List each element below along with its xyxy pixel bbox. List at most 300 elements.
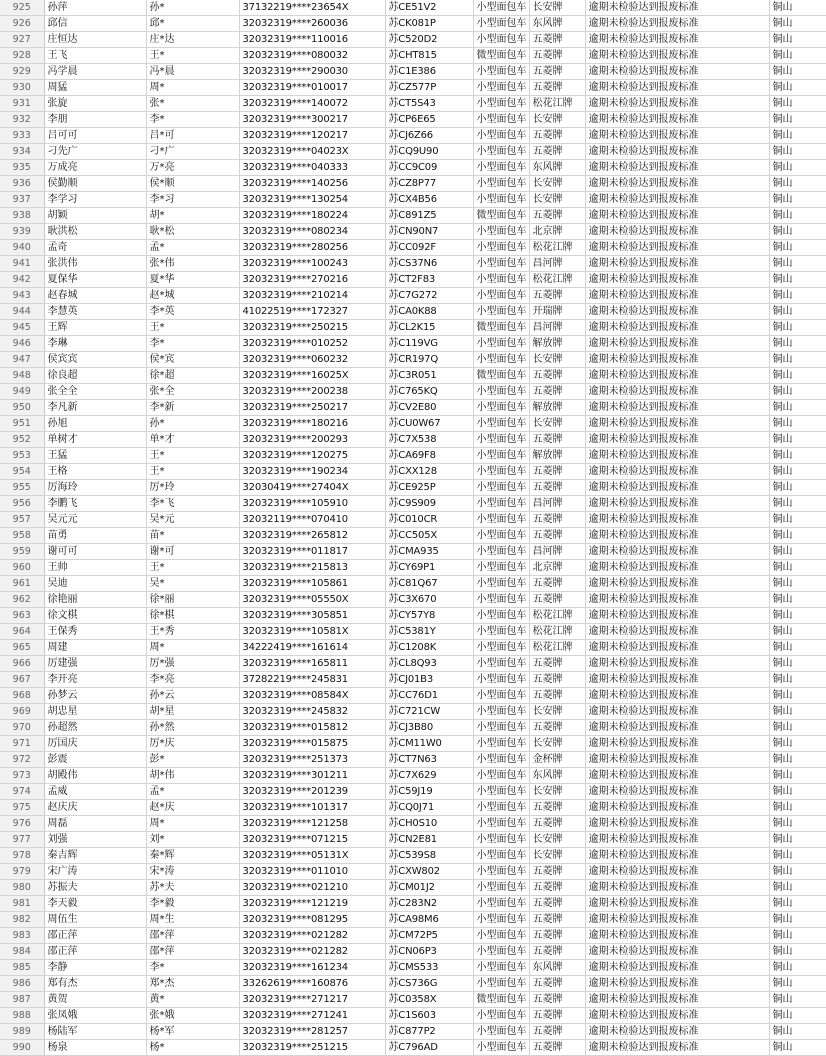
reason-cell[interactable]: 逾期未检验达到报废标准 <box>585 528 769 544</box>
id-number-cell[interactable]: 32032319****105910 <box>239 496 385 512</box>
reason-cell[interactable]: 逾期未检验达到报废标准 <box>585 944 769 960</box>
masked-name-cell[interactable]: 胡* <box>146 208 239 224</box>
reason-cell[interactable]: 逾期未检验达到报废标准 <box>585 256 769 272</box>
owner-name-cell[interactable]: 万成亮 <box>44 160 146 176</box>
vehicle-type-cell[interactable]: 小型面包车 <box>473 976 529 992</box>
id-number-cell[interactable]: 34222419****161614 <box>239 640 385 656</box>
area-cell[interactable]: 铜山 <box>769 864 826 880</box>
area-cell[interactable]: 铜山 <box>769 608 826 624</box>
area-cell[interactable]: 铜山 <box>769 224 826 240</box>
id-number-cell[interactable]: 32032319****200238 <box>239 384 385 400</box>
id-number-cell[interactable]: 32032319****16025X <box>239 368 385 384</box>
plate-number-cell[interactable]: 苏C1S603 <box>385 1008 473 1024</box>
masked-name-cell[interactable]: 李* <box>146 112 239 128</box>
masked-name-cell[interactable]: 庄*达 <box>146 32 239 48</box>
reason-cell[interactable]: 逾期未检验达到报废标准 <box>585 624 769 640</box>
brand-cell[interactable]: 金杯牌 <box>529 752 585 768</box>
owner-name-cell[interactable]: 李静 <box>44 960 146 976</box>
masked-name-cell[interactable]: 张*娥 <box>146 1008 239 1024</box>
brand-cell[interactable]: 昌河牌 <box>529 544 585 560</box>
vehicle-type-cell[interactable]: 小型面包车 <box>473 272 529 288</box>
id-number-cell[interactable]: 32032319****270216 <box>239 272 385 288</box>
reason-cell[interactable]: 逾期未检验达到报废标准 <box>585 880 769 896</box>
masked-name-cell[interactable]: 杨* <box>146 1040 239 1056</box>
id-number-cell[interactable]: 32032319****200293 <box>239 432 385 448</box>
reason-cell[interactable]: 逾期未检验达到报废标准 <box>585 1008 769 1024</box>
area-cell[interactable]: 铜山 <box>769 336 826 352</box>
masked-name-cell[interactable]: 王* <box>146 320 239 336</box>
owner-name-cell[interactable]: 李天毅 <box>44 896 146 912</box>
vehicle-type-cell[interactable]: 小型面包车 <box>473 960 529 976</box>
vehicle-type-cell[interactable]: 小型面包车 <box>473 784 529 800</box>
id-number-cell[interactable]: 32032319****301211 <box>239 768 385 784</box>
id-number-cell[interactable]: 32032319****201239 <box>239 784 385 800</box>
area-cell[interactable]: 铜山 <box>769 736 826 752</box>
reason-cell[interactable]: 逾期未检验达到报废标准 <box>585 192 769 208</box>
id-number-cell[interactable]: 32032319****161234 <box>239 960 385 976</box>
row-number[interactable]: 945 <box>0 320 44 336</box>
area-cell[interactable]: 铜山 <box>769 768 826 784</box>
vehicle-type-cell[interactable]: 小型面包车 <box>473 1040 529 1056</box>
row-number[interactable]: 986 <box>0 976 44 992</box>
plate-number-cell[interactable]: 苏CY57Y8 <box>385 608 473 624</box>
plate-number-cell[interactable]: 苏CA69F8 <box>385 448 473 464</box>
area-cell[interactable]: 铜山 <box>769 192 826 208</box>
area-cell[interactable]: 铜山 <box>769 896 826 912</box>
brand-cell[interactable]: 五菱牌 <box>529 928 585 944</box>
row-number[interactable]: 934 <box>0 144 44 160</box>
row-number[interactable]: 969 <box>0 704 44 720</box>
vehicle-type-cell[interactable]: 小型面包车 <box>473 80 529 96</box>
reason-cell[interactable]: 逾期未检验达到报废标准 <box>585 112 769 128</box>
row-number[interactable]: 980 <box>0 880 44 896</box>
reason-cell[interactable]: 逾期未检验达到报废标准 <box>585 80 769 96</box>
reason-cell[interactable]: 逾期未检验达到报废标准 <box>585 32 769 48</box>
masked-name-cell[interactable]: 周* <box>146 80 239 96</box>
id-number-cell[interactable]: 32032319****05550X <box>239 592 385 608</box>
brand-cell[interactable]: 五菱牌 <box>529 992 585 1008</box>
owner-name-cell[interactable]: 王辉 <box>44 320 146 336</box>
plate-number-cell[interactable]: 苏CU0W67 <box>385 416 473 432</box>
area-cell[interactable]: 铜山 <box>769 688 826 704</box>
id-number-cell[interactable]: 32032319****281257 <box>239 1024 385 1040</box>
row-number[interactable]: 929 <box>0 64 44 80</box>
reason-cell[interactable]: 逾期未检验达到报废标准 <box>585 976 769 992</box>
area-cell[interactable]: 铜山 <box>769 800 826 816</box>
id-number-cell[interactable]: 32032319****015875 <box>239 736 385 752</box>
owner-name-cell[interactable]: 赵庆庆 <box>44 800 146 816</box>
area-cell[interactable]: 铜山 <box>769 656 826 672</box>
row-number[interactable]: 984 <box>0 944 44 960</box>
row-number[interactable]: 975 <box>0 800 44 816</box>
id-number-cell[interactable]: 32032319****265812 <box>239 528 385 544</box>
brand-cell[interactable]: 松花江牌 <box>529 640 585 656</box>
vehicle-type-cell[interactable]: 小型面包车 <box>473 400 529 416</box>
row-number[interactable]: 932 <box>0 112 44 128</box>
plate-number-cell[interactable]: 苏C119VG <box>385 336 473 352</box>
brand-cell[interactable]: 五菱牌 <box>529 128 585 144</box>
row-number[interactable]: 978 <box>0 848 44 864</box>
brand-cell[interactable]: 北京牌 <box>529 224 585 240</box>
reason-cell[interactable]: 逾期未检验达到报废标准 <box>585 320 769 336</box>
brand-cell[interactable]: 松花江牌 <box>529 272 585 288</box>
row-number[interactable]: 946 <box>0 336 44 352</box>
brand-cell[interactable]: 五菱牌 <box>529 592 585 608</box>
brand-cell[interactable]: 长安牌 <box>529 192 585 208</box>
vehicle-type-cell[interactable]: 小型面包车 <box>473 736 529 752</box>
row-number[interactable]: 953 <box>0 448 44 464</box>
row-number[interactable]: 958 <box>0 528 44 544</box>
reason-cell[interactable]: 逾期未检验达到报废标准 <box>585 384 769 400</box>
vehicle-type-cell[interactable]: 小型面包车 <box>473 32 529 48</box>
id-number-cell[interactable]: 32032319****021210 <box>239 880 385 896</box>
id-number-cell[interactable]: 32032319****04023X <box>239 144 385 160</box>
owner-name-cell[interactable]: 胡殿伟 <box>44 768 146 784</box>
vehicle-type-cell[interactable]: 小型面包车 <box>473 592 529 608</box>
owner-name-cell[interactable]: 王帅 <box>44 560 146 576</box>
vehicle-type-cell[interactable]: 小型面包车 <box>473 912 529 928</box>
brand-cell[interactable]: 松花江牌 <box>529 96 585 112</box>
row-number[interactable]: 971 <box>0 736 44 752</box>
area-cell[interactable]: 铜山 <box>769 464 826 480</box>
masked-name-cell[interactable]: 赵*城 <box>146 288 239 304</box>
area-cell[interactable]: 铜山 <box>769 144 826 160</box>
vehicle-type-cell[interactable]: 小型面包车 <box>473 560 529 576</box>
brand-cell[interactable]: 昌河牌 <box>529 320 585 336</box>
id-number-cell[interactable]: 32032119****070410 <box>239 512 385 528</box>
area-cell[interactable]: 铜山 <box>769 352 826 368</box>
reason-cell[interactable]: 逾期未检验达到报废标准 <box>585 224 769 240</box>
area-cell[interactable]: 铜山 <box>769 128 826 144</box>
reason-cell[interactable]: 逾期未检验达到报废标准 <box>585 512 769 528</box>
area-cell[interactable]: 铜山 <box>769 288 826 304</box>
vehicle-type-cell[interactable]: 小型面包车 <box>473 432 529 448</box>
masked-name-cell[interactable]: 刘* <box>146 832 239 848</box>
area-cell[interactable]: 铜山 <box>769 416 826 432</box>
vehicle-type-cell[interactable]: 小型面包车 <box>473 384 529 400</box>
id-number-cell[interactable]: 32032319****215813 <box>239 560 385 576</box>
reason-cell[interactable]: 逾期未检验达到报废标准 <box>585 176 769 192</box>
area-cell[interactable]: 铜山 <box>769 784 826 800</box>
vehicle-type-cell[interactable]: 微型面包车 <box>473 368 529 384</box>
owner-name-cell[interactable]: 厉国庆 <box>44 736 146 752</box>
brand-cell[interactable]: 五菱牌 <box>529 880 585 896</box>
row-number[interactable]: 965 <box>0 640 44 656</box>
plate-number-cell[interactable]: 苏C891Z5 <box>385 208 473 224</box>
reason-cell[interactable]: 逾期未检验达到报废标准 <box>585 16 769 32</box>
vehicle-type-cell[interactable]: 小型面包车 <box>473 688 529 704</box>
brand-cell[interactable]: 五菱牌 <box>529 528 585 544</box>
masked-name-cell[interactable]: 孙* <box>146 416 239 432</box>
plate-number-cell[interactable]: 苏CN90N7 <box>385 224 473 240</box>
masked-name-cell[interactable]: 杨*军 <box>146 1024 239 1040</box>
masked-name-cell[interactable]: 孙* <box>146 0 239 16</box>
area-cell[interactable]: 铜山 <box>769 912 826 928</box>
area-cell[interactable]: 铜山 <box>769 48 826 64</box>
brand-cell[interactable]: 五菱牌 <box>529 1008 585 1024</box>
masked-name-cell[interactable]: 刁*广 <box>146 144 239 160</box>
area-cell[interactable]: 铜山 <box>769 240 826 256</box>
owner-name-cell[interactable]: 孟奇 <box>44 240 146 256</box>
area-cell[interactable]: 铜山 <box>769 960 826 976</box>
plate-number-cell[interactable]: 苏C721CW <box>385 704 473 720</box>
plate-number-cell[interactable]: 苏CL8Q93 <box>385 656 473 672</box>
area-cell[interactable]: 铜山 <box>769 256 826 272</box>
brand-cell[interactable]: 长安牌 <box>529 704 585 720</box>
vehicle-type-cell[interactable]: 小型面包车 <box>473 480 529 496</box>
reason-cell[interactable]: 逾期未检验达到报废标准 <box>585 576 769 592</box>
row-number[interactable]: 988 <box>0 1008 44 1024</box>
brand-cell[interactable]: 五菱牌 <box>529 896 585 912</box>
owner-name-cell[interactable]: 周猛 <box>44 80 146 96</box>
plate-number-cell[interactable]: 苏CA98M6 <box>385 912 473 928</box>
id-number-cell[interactable]: 32032319****021282 <box>239 928 385 944</box>
reason-cell[interactable]: 逾期未检验达到报废标准 <box>585 432 769 448</box>
reason-cell[interactable]: 逾期未检验达到报废标准 <box>585 48 769 64</box>
area-cell[interactable]: 铜山 <box>769 112 826 128</box>
owner-name-cell[interactable]: 李学习 <box>44 192 146 208</box>
plate-number-cell[interactable]: 苏C520D2 <box>385 32 473 48</box>
masked-name-cell[interactable]: 苏*夫 <box>146 880 239 896</box>
owner-name-cell[interactable]: 耿洪松 <box>44 224 146 240</box>
plate-number-cell[interactable]: 苏CY69P1 <box>385 560 473 576</box>
row-number[interactable]: 941 <box>0 256 44 272</box>
brand-cell[interactable]: 五菱牌 <box>529 464 585 480</box>
vehicle-type-cell[interactable]: 小型面包车 <box>473 96 529 112</box>
id-number-cell[interactable]: 32032319****271241 <box>239 1008 385 1024</box>
plate-number-cell[interactable]: 苏CXX128 <box>385 464 473 480</box>
masked-name-cell[interactable]: 邵*萍 <box>146 928 239 944</box>
row-number[interactable]: 964 <box>0 624 44 640</box>
brand-cell[interactable]: 五菱牌 <box>529 48 585 64</box>
owner-name-cell[interactable]: 赵春城 <box>44 288 146 304</box>
brand-cell[interactable]: 东风牌 <box>529 960 585 976</box>
brand-cell[interactable]: 松花江牌 <box>529 240 585 256</box>
owner-name-cell[interactable]: 宋广涛 <box>44 864 146 880</box>
area-cell[interactable]: 铜山 <box>769 32 826 48</box>
reason-cell[interactable]: 逾期未检验达到报废标准 <box>585 272 769 288</box>
row-number[interactable]: 947 <box>0 352 44 368</box>
area-cell[interactable]: 铜山 <box>769 176 826 192</box>
id-number-cell[interactable]: 32032319****010252 <box>239 336 385 352</box>
vehicle-type-cell[interactable]: 小型面包车 <box>473 336 529 352</box>
plate-number-cell[interactable]: 苏C0358X <box>385 992 473 1008</box>
reason-cell[interactable]: 逾期未检验达到报废标准 <box>585 960 769 976</box>
masked-name-cell[interactable]: 李*英 <box>146 304 239 320</box>
vehicle-type-cell[interactable]: 小型面包车 <box>473 304 529 320</box>
area-cell[interactable]: 铜山 <box>769 368 826 384</box>
reason-cell[interactable]: 逾期未检验达到报废标准 <box>585 896 769 912</box>
vehicle-type-cell[interactable]: 小型面包车 <box>473 176 529 192</box>
owner-name-cell[interactable]: 杨泉 <box>44 1040 146 1056</box>
id-number-cell[interactable]: 32032319****010017 <box>239 80 385 96</box>
id-number-cell[interactable]: 32032319****060232 <box>239 352 385 368</box>
plate-number-cell[interactable]: 苏C7X629 <box>385 768 473 784</box>
masked-name-cell[interactable]: 吴* <box>146 576 239 592</box>
vehicle-type-cell[interactable]: 小型面包车 <box>473 288 529 304</box>
owner-name-cell[interactable]: 秦吉辉 <box>44 848 146 864</box>
owner-name-cell[interactable]: 徐艳丽 <box>44 592 146 608</box>
reason-cell[interactable]: 逾期未检验达到报废标准 <box>585 400 769 416</box>
reason-cell[interactable]: 逾期未检验达到报废标准 <box>585 672 769 688</box>
reason-cell[interactable]: 逾期未检验达到报废标准 <box>585 416 769 432</box>
vehicle-type-cell[interactable]: 小型面包车 <box>473 864 529 880</box>
masked-name-cell[interactable]: 万*亮 <box>146 160 239 176</box>
reason-cell[interactable]: 逾期未检验达到报废标准 <box>585 752 769 768</box>
plate-number-cell[interactable]: 苏CC092F <box>385 240 473 256</box>
masked-name-cell[interactable]: 厉*庆 <box>146 736 239 752</box>
reason-cell[interactable]: 逾期未检验达到报废标准 <box>585 64 769 80</box>
brand-cell[interactable]: 五菱牌 <box>529 288 585 304</box>
plate-number-cell[interactable]: 苏C283N2 <box>385 896 473 912</box>
id-number-cell[interactable]: 32032319****165811 <box>239 656 385 672</box>
reason-cell[interactable]: 逾期未检验达到报废标准 <box>585 208 769 224</box>
row-number[interactable]: 930 <box>0 80 44 96</box>
owner-name-cell[interactable]: 李开亮 <box>44 672 146 688</box>
masked-name-cell[interactable]: 周* <box>146 816 239 832</box>
row-number[interactable]: 973 <box>0 768 44 784</box>
reason-cell[interactable]: 逾期未检验达到报废标准 <box>585 464 769 480</box>
id-number-cell[interactable]: 32032319****011010 <box>239 864 385 880</box>
id-number-cell[interactable]: 37132219****23654X <box>239 0 385 16</box>
plate-number-cell[interactable]: 苏C765KQ <box>385 384 473 400</box>
masked-name-cell[interactable]: 徐*丽 <box>146 592 239 608</box>
row-number[interactable]: 981 <box>0 896 44 912</box>
owner-name-cell[interactable]: 胡颖 <box>44 208 146 224</box>
owner-name-cell[interactable]: 吴迪 <box>44 576 146 592</box>
owner-name-cell[interactable]: 徐良超 <box>44 368 146 384</box>
vehicle-type-cell[interactable]: 小型面包车 <box>473 544 529 560</box>
id-number-cell[interactable]: 32032319****280256 <box>239 240 385 256</box>
brand-cell[interactable]: 五菱牌 <box>529 512 585 528</box>
row-number[interactable]: 970 <box>0 720 44 736</box>
row-number[interactable]: 963 <box>0 608 44 624</box>
vehicle-type-cell[interactable]: 小型面包车 <box>473 832 529 848</box>
id-number-cell[interactable]: 32032319****251373 <box>239 752 385 768</box>
id-number-cell[interactable]: 32032319****271217 <box>239 992 385 1008</box>
reason-cell[interactable]: 逾期未检验达到报废标准 <box>585 96 769 112</box>
owner-name-cell[interactable]: 杨陆军 <box>44 1024 146 1040</box>
vehicle-type-cell[interactable]: 小型面包车 <box>473 240 529 256</box>
row-number[interactable]: 990 <box>0 1040 44 1056</box>
reason-cell[interactable]: 逾期未检验达到报废标准 <box>585 832 769 848</box>
plate-number-cell[interactable]: 苏CMA935 <box>385 544 473 560</box>
plate-number-cell[interactable]: 苏C3R051 <box>385 368 473 384</box>
vehicle-type-cell[interactable]: 小型面包车 <box>473 496 529 512</box>
plate-number-cell[interactable]: 苏CV2E80 <box>385 400 473 416</box>
vehicle-type-cell[interactable]: 小型面包车 <box>473 656 529 672</box>
brand-cell[interactable]: 五菱牌 <box>529 576 585 592</box>
plate-number-cell[interactable]: 苏CS37N6 <box>385 256 473 272</box>
plate-number-cell[interactable]: 苏C7X538 <box>385 432 473 448</box>
id-number-cell[interactable]: 32032319****130254 <box>239 192 385 208</box>
brand-cell[interactable]: 五菱牌 <box>529 432 585 448</box>
vehicle-type-cell[interactable]: 微型面包车 <box>473 208 529 224</box>
masked-name-cell[interactable]: 张*全 <box>146 384 239 400</box>
plate-number-cell[interactable]: 苏CE51V2 <box>385 0 473 16</box>
plate-number-cell[interactable]: 苏CK081P <box>385 16 473 32</box>
masked-name-cell[interactable]: 吕*可 <box>146 128 239 144</box>
plate-number-cell[interactable]: 苏CC505X <box>385 528 473 544</box>
vehicle-type-cell[interactable]: 小型面包车 <box>473 672 529 688</box>
owner-name-cell[interactable]: 徐文棋 <box>44 608 146 624</box>
owner-name-cell[interactable]: 侯宾宾 <box>44 352 146 368</box>
owner-name-cell[interactable]: 李琳 <box>44 336 146 352</box>
area-cell[interactable]: 铜山 <box>769 512 826 528</box>
owner-name-cell[interactable]: 胡忠星 <box>44 704 146 720</box>
area-cell[interactable]: 铜山 <box>769 272 826 288</box>
plate-number-cell[interactable]: 苏CMS533 <box>385 960 473 976</box>
row-number[interactable]: 956 <box>0 496 44 512</box>
masked-name-cell[interactable]: 李*毅 <box>146 896 239 912</box>
owner-name-cell[interactable]: 张旋 <box>44 96 146 112</box>
vehicle-type-cell[interactable]: 小型面包车 <box>473 1008 529 1024</box>
masked-name-cell[interactable]: 孟* <box>146 784 239 800</box>
owner-name-cell[interactable]: 邵正萍 <box>44 928 146 944</box>
id-number-cell[interactable]: 32030419****27404X <box>239 480 385 496</box>
reason-cell[interactable]: 逾期未检验达到报废标准 <box>585 592 769 608</box>
brand-cell[interactable]: 长安牌 <box>529 416 585 432</box>
brand-cell[interactable]: 五菱牌 <box>529 816 585 832</box>
area-cell[interactable]: 铜山 <box>769 160 826 176</box>
vehicle-type-cell[interactable]: 微型面包车 <box>473 48 529 64</box>
plate-number-cell[interactable]: 苏CN2E81 <box>385 832 473 848</box>
brand-cell[interactable]: 长安牌 <box>529 112 585 128</box>
area-cell[interactable]: 铜山 <box>769 16 826 32</box>
owner-name-cell[interactable]: 王格 <box>44 464 146 480</box>
plate-number-cell[interactable]: 苏CP6E65 <box>385 112 473 128</box>
plate-number-cell[interactable]: 苏CC9C09 <box>385 160 473 176</box>
brand-cell[interactable]: 五菱牌 <box>529 720 585 736</box>
row-number[interactable]: 949 <box>0 384 44 400</box>
brand-cell[interactable]: 五菱牌 <box>529 32 585 48</box>
row-number[interactable]: 942 <box>0 272 44 288</box>
plate-number-cell[interactable]: 苏CX4B56 <box>385 192 473 208</box>
reason-cell[interactable]: 逾期未检验达到报废标准 <box>585 128 769 144</box>
reason-cell[interactable]: 逾期未检验达到报废标准 <box>585 784 769 800</box>
id-number-cell[interactable]: 32032319****071215 <box>239 832 385 848</box>
brand-cell[interactable]: 东风牌 <box>529 768 585 784</box>
brand-cell[interactable]: 长安牌 <box>529 784 585 800</box>
vehicle-type-cell[interactable]: 小型面包车 <box>473 1024 529 1040</box>
brand-cell[interactable]: 五菱牌 <box>529 384 585 400</box>
reason-cell[interactable]: 逾期未检验达到报废标准 <box>585 816 769 832</box>
masked-name-cell[interactable]: 谢*可 <box>146 544 239 560</box>
row-number[interactable]: 925 <box>0 0 44 16</box>
area-cell[interactable]: 铜山 <box>769 560 826 576</box>
owner-name-cell[interactable]: 李慧英 <box>44 304 146 320</box>
owner-name-cell[interactable]: 厉建强 <box>44 656 146 672</box>
vehicle-type-cell[interactable]: 小型面包车 <box>473 256 529 272</box>
owner-name-cell[interactable]: 孟威 <box>44 784 146 800</box>
masked-name-cell[interactable]: 李*飞 <box>146 496 239 512</box>
area-cell[interactable]: 铜山 <box>769 1040 826 1056</box>
id-number-cell[interactable]: 32032319****300217 <box>239 112 385 128</box>
vehicle-type-cell[interactable]: 小型面包车 <box>473 352 529 368</box>
masked-name-cell[interactable]: 李*亮 <box>146 672 239 688</box>
reason-cell[interactable]: 逾期未检验达到报废标准 <box>585 352 769 368</box>
brand-cell[interactable]: 五菱牌 <box>529 80 585 96</box>
plate-number-cell[interactable]: 苏C5381Y <box>385 624 473 640</box>
id-number-cell[interactable]: 32032319****290030 <box>239 64 385 80</box>
row-number[interactable]: 959 <box>0 544 44 560</box>
masked-name-cell[interactable]: 王* <box>146 48 239 64</box>
row-number[interactable]: 939 <box>0 224 44 240</box>
masked-name-cell[interactable]: 秦*辉 <box>146 848 239 864</box>
vehicle-type-cell[interactable]: 小型面包车 <box>473 128 529 144</box>
row-number[interactable]: 962 <box>0 592 44 608</box>
reason-cell[interactable]: 逾期未检验达到报废标准 <box>585 992 769 1008</box>
